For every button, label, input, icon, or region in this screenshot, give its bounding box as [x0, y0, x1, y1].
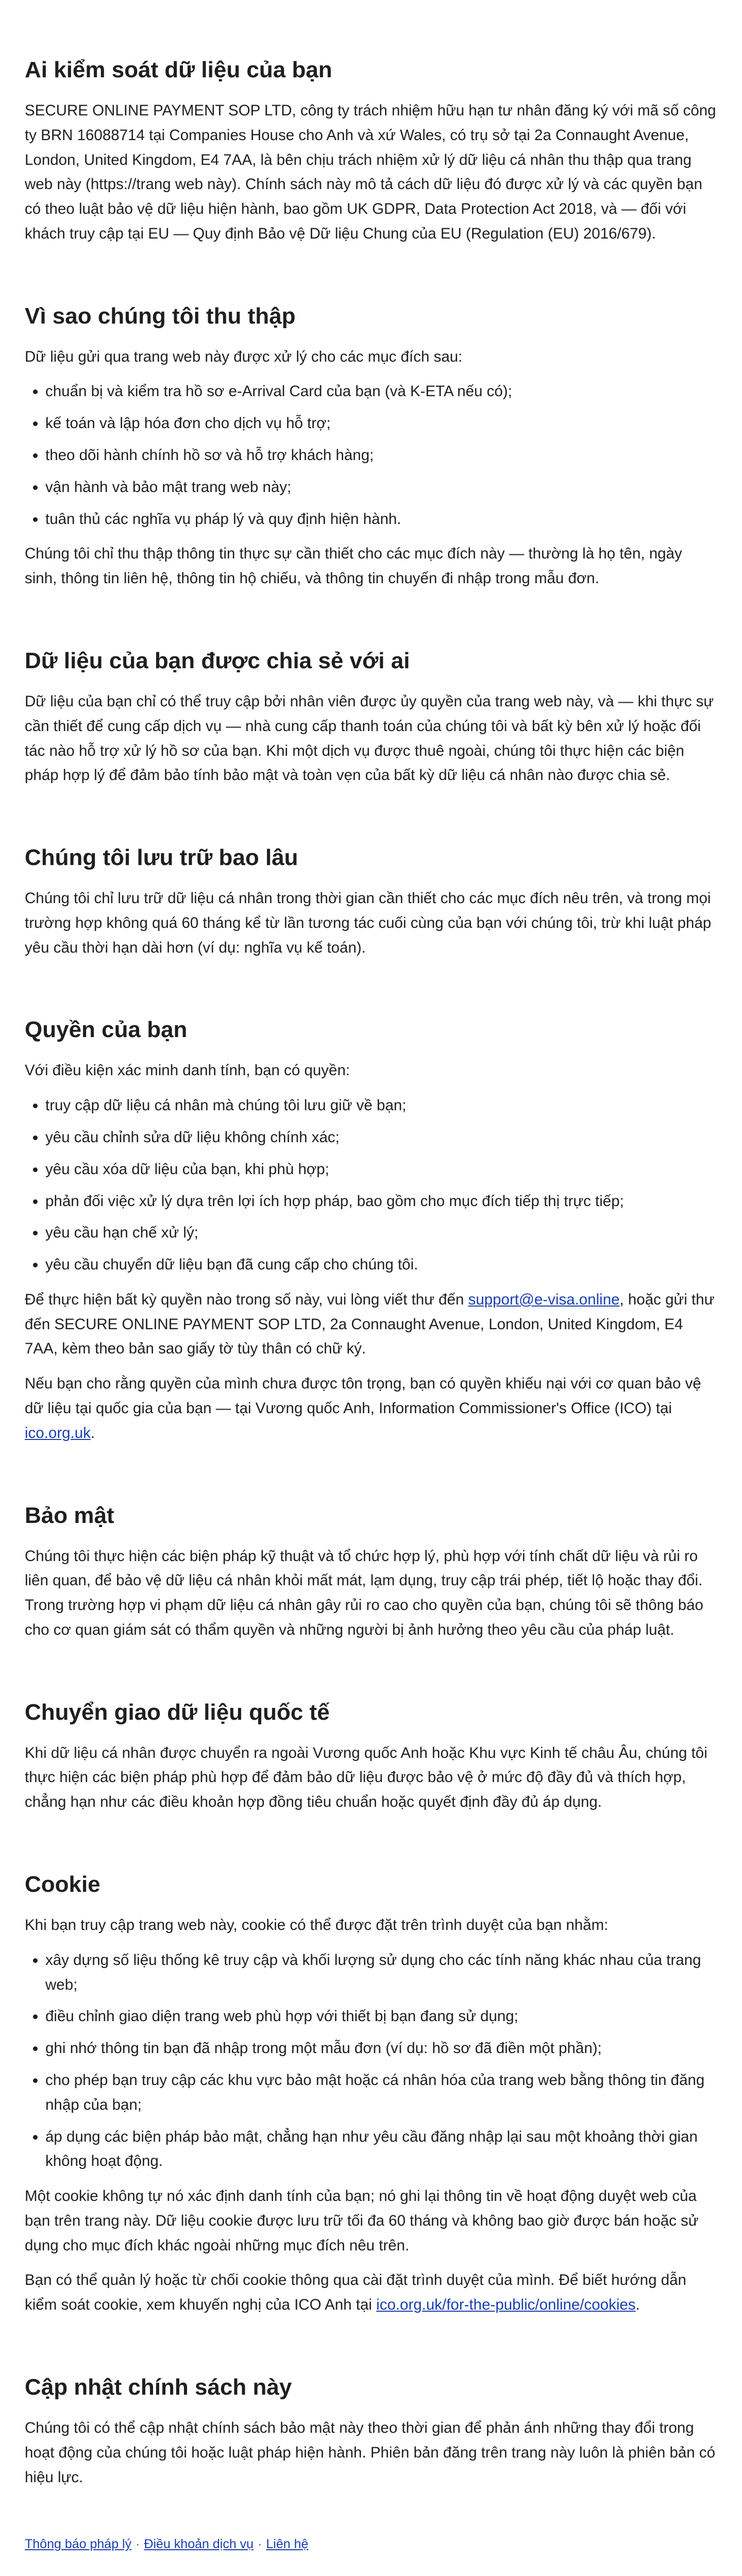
section-intro: Với điều kiện xác minh danh tính, bạn có quyền:: [25, 1062, 350, 1079]
cookie-purpose-list: [25, 1948, 717, 2174]
section-policy-updates: [25, 2373, 717, 2489]
section-outro: Chúng tôi chỉ thu thập thông tin thực sự cần thiết cho các mục đích này — thường là họ tên, ngày sinh, thông tin liên hệ, thông tin hộ chiếu, và thông tin chuyến đi nhập trong mẫu đơn.: [25, 545, 682, 587]
list-item: • vận hành và bảo mật trang web này;: [45, 475, 717, 500]
list-item: • yêu cầu hạn chế xử lý;: [45, 1221, 717, 1245]
ico-link[interactable]: ico.org.uk: [25, 1424, 91, 1442]
section-title: Vì sao chúng tôi thu thập: [25, 303, 296, 329]
section-data-controller: [25, 56, 717, 246]
section-title: Cập nhật chính sách này: [25, 2374, 292, 2400]
list-item: • yêu cầu chỉnh sửa dữ liệu không chính xác;: [45, 1125, 717, 1150]
footer-links: [25, 2535, 717, 2554]
section-title: Quyền của bạn: [25, 1017, 188, 1043]
section-title: Cookie: [25, 1872, 100, 1897]
section-body: Dữ liệu của bạn chỉ có thể truy cập bởi nhân viên được ủy quyền của trang web này, và — khi thực sự cần thiết để cung cấp dịch vụ — nhà cung cấp thanh toán của chúng tôi và bất kỳ bên xử lý hoặc đối tác nào hỗ trợ xử lý hồ sơ của bạn. Khi một dịch vụ được thuê ngoài, chúng tôi thực hiện các biện pháp hợp lý để đảm bảo tính bảo mật và toàn vẹn của bất kỳ dữ liệu cá nhân nào được chia sẻ.: [25, 692, 714, 784]
section-retention: [25, 843, 717, 960]
list-item: • ghi nhớ thông tin bạn đã nhập trong một mẫu đơn (ví dụ: hồ sơ đã điền một phần);: [45, 2036, 717, 2061]
contact-text-after: , hoặc gửi thư đến SECURE ONLINE PAYMENT SOP LTD, 2a Connaught Avenue, London, United Kingdom, E4 7AA, kèm theo bản sao giấy tờ tùy thân có chữ ký.: [25, 1291, 715, 1358]
list-item: • cho phép bạn truy cập các khu vực bảo mật hoặc cá nhân hóa của trang web bằng thông tin đăng nhập của bạn;: [45, 2068, 717, 2117]
section-cookies: [25, 1870, 717, 2317]
section-body: SECURE ONLINE PAYMENT SOP LTD, công ty trách nhiệm hữu hạn tư nhân đăng ký với mã số công ty BRN 16088714 tại Companies House cho Anh và xứ Wales, có trụ sở tại 2a Connaught Avenue, London, United Kingdom, E4 7AA, là bên chịu trách nhiệm xử lý dữ liệu cá nhân thu thập qua trang web này (https://trang web này). Chính sách này mô tả cách dữ liệu đó được xử lý và các quyền bạn có theo luật bảo vệ dữ liệu hiện hành, bao gồm UK GDPR, Data Protection Act 2018, và — đối với khách truy cập tại EU — Quy định Bảo vệ Dữ liệu Chung của EU (Regulation (EU) 2016/679).: [25, 102, 716, 242]
section-body: Khi dữ liệu cá nhân được chuyển ra ngoài Vương quốc Anh hoặc Khu vực Kinh tế châu Âu, chúng tôi thực hiện các biện pháp phù hợp để đảm bảo dữ liệu được bảo vệ ở mức độ đầy đủ và thích hợp, chẳng hạn như các điều khoản hợp đồng tiêu chuẩn hoặc quyết định đầy đủ áp dụng.: [25, 1744, 707, 1811]
cookie-paragraph: Một cookie không tự nó xác định danh tính của bạn; nó ghi lại thông tin về hoạt động duyệt web của bạn trên trang này. Dữ liệu cookie được lưu trữ tối đa 60 tháng và không bao giờ được bán hoặc sử dụng cho mục đích khác ngoài những mục đích nêu trên.: [25, 2188, 699, 2254]
complaint-paragraph: [25, 1371, 717, 1445]
legal-notice-link[interactable]: Thông báo pháp lý: [25, 2537, 132, 2552]
list-item: • truy cập dữ liệu cá nhân mà chúng tôi lưu giữ về bạn;: [45, 1093, 717, 1118]
list-item: • xây dựng số liệu thống kê truy cập và khối lượng sử dụng cho các tính năng khác nhau của trang web;: [45, 1948, 717, 1997]
section-why-we-collect: [25, 302, 717, 591]
cookie-control-paragraph: [25, 2268, 717, 2317]
section-body: Chúng tôi chỉ lưu trữ dữ liệu cá nhân trong thời gian cần thiết cho các mục đích nêu trên, và trong mọi trường hợp không quá 60 tháng kể từ lần tương tác cuối cùng của bạn với chúng tôi, trừ khi luật pháp yêu cầu thời hạn dài hơn (ví dụ: nghĩa vụ kế toán).: [25, 890, 712, 956]
cookie-text-before: Bạn có thể quản lý hoặc từ chối cookie thông qua cài đặt trình duyệt của mình. Để biết hướng dẫn kiểm soát cookie, xem khuyến nghị của ICO Anh tại: [25, 2272, 686, 2314]
section-intro: Dữ liệu gửi qua trang web này được xử lý cho các mục đích sau:: [25, 348, 463, 365]
section-intro: Khi bạn truy cập trang web này, cookie có thể được đặt trên trình duyệt của bạn nhằm:: [25, 1917, 609, 1934]
cookie-text-after: .: [635, 2296, 640, 2314]
ico-cookies-link[interactable]: ico.org.uk/for-the-public/online/cookies: [376, 2296, 636, 2314]
section-body: Chúng tôi có thể cập nhật chính sách bảo mật này theo thời gian để phản ánh những thay đổi trong hoạt động của chúng tôi hoặc luật pháp hiện hành. Phiên bản đăng trên trang này luôn là phiên bản có hiệu lực.: [25, 2419, 716, 2486]
section-title: Chúng tôi lưu trữ bao lâu: [25, 845, 298, 871]
list-item: • điều chỉnh giao diện trang web phù hợp với thiết bị bạn đang sử dụng;: [45, 2004, 717, 2029]
support-email-link[interactable]: support@e-visa.online: [468, 1291, 620, 1308]
complaint-text-after: .: [90, 1424, 95, 1442]
footer-separator: ·: [258, 2537, 262, 2552]
list-item: • kế toán và lập hóa đơn cho dịch vụ hỗ trợ;: [45, 411, 717, 436]
list-item: • áp dụng các biện pháp bảo mật, chẳng hạn như yêu cầu đăng nhập lại sau một khoảng thời gian không hoạt động.: [45, 2125, 717, 2174]
section-international-transfers: [25, 1698, 717, 1815]
rights-list: [25, 1093, 717, 1277]
section-title: Dữ liệu của bạn được chia sẻ với ai: [25, 648, 410, 673]
section-title: Bảo mật: [25, 1502, 114, 1528]
contact-paragraph: [25, 1287, 717, 1361]
section-security: [25, 1501, 717, 1642]
list-item: • theo dõi hành chính hồ sơ và hỗ trợ khách hàng;: [45, 443, 717, 468]
purpose-list: [25, 379, 717, 531]
terms-of-service-link[interactable]: Điều khoản dịch vụ: [144, 2537, 254, 2552]
complaint-text-before: Nếu bạn cho rằng quyền của mình chưa được tôn trọng, bạn có quyền khiếu nại với cơ quan bảo vệ dữ liệu tại quốc gia của bạn — tại Vương quốc Anh, Information Commissioner's Office (ICO) tại: [25, 1375, 701, 1417]
list-item: • yêu cầu chuyển dữ liệu bạn đã cung cấp cho chúng tôi.: [45, 1252, 717, 1277]
list-item: • yêu cầu xóa dữ liệu của bạn, khi phù hợp;: [45, 1157, 717, 1182]
section-your-rights: [25, 1015, 717, 1445]
footer-separator: ·: [136, 2537, 140, 2552]
section-title: Chuyển giao dữ liệu quốc tế: [25, 1699, 330, 1725]
contact-link[interactable]: Liên hệ: [266, 2537, 309, 2552]
list-item: • phản đối việc xử lý dựa trên lợi ích hợp pháp, bao gồm cho mục đích tiếp thị trực tiếp;: [45, 1189, 717, 1214]
section-title: Ai kiểm soát dữ liệu của bạn: [25, 57, 332, 82]
section-body: Chúng tôi thực hiện các biện pháp kỹ thuật và tổ chức hợp lý, phù hợp với tính chất dữ liệu và rủi ro liên quan, để bảo vệ dữ liệu cá nhân khỏi mất mát, lạm dụng, truy cập trái phép, tiết lộ hoặc thay đổi. Trong trường hợp vi phạm dữ liệu cá nhân gây rủi ro cao cho quyền của bạn, chúng tôi sẽ thông báo cho cơ quan giám sát có thẩm quyền và những người bị ảnh hưởng theo yêu cầu của pháp luật.: [25, 1547, 703, 1638]
list-item: • chuẩn bị và kiểm tra hồ sơ e-Arrival Card của bạn (và K-ETA nếu có);: [45, 379, 717, 404]
list-item: • tuân thủ các nghĩa vụ pháp lý và quy định hiện hành.: [45, 507, 717, 532]
section-data-sharing: [25, 647, 717, 788]
contact-text-before: Để thực hiện bất kỳ quyền nào trong số này, vui lòng viết thư đến: [25, 1291, 468, 1308]
